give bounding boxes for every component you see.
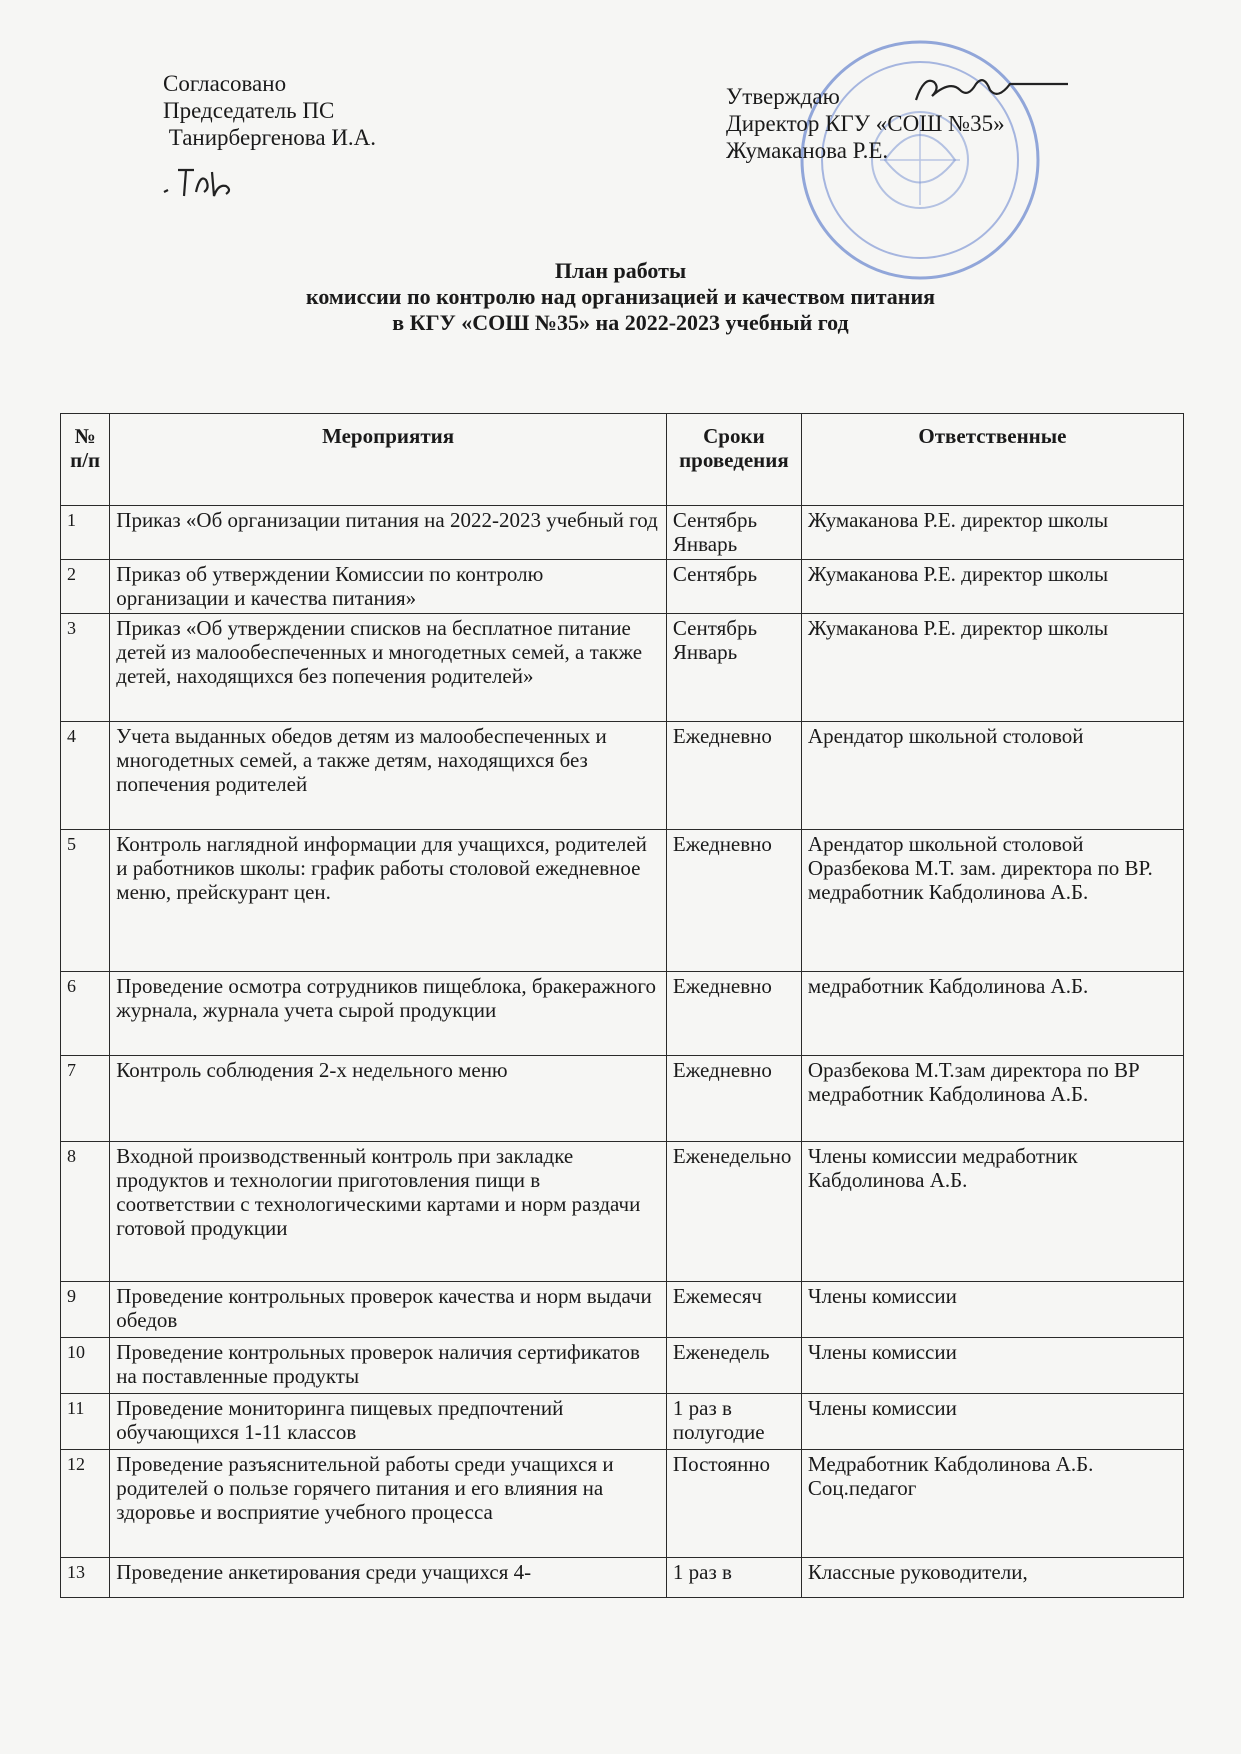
- row-responsible: Члены комиссии: [801, 1394, 1183, 1450]
- row-responsible: Арендатор школьной столовой: [801, 722, 1183, 830]
- table-row: [61, 1558, 1184, 1598]
- table-row: [61, 1142, 1184, 1282]
- row-term: Еженедельно: [666, 1142, 801, 1282]
- row-responsible: медработник Кабдолинова А.Б.: [801, 972, 1183, 1056]
- row-event: Контроль наглядной информации для учащихся, родителей и работников школы: график работы столовой ежедневное меню, прейскурант цен.: [110, 830, 667, 972]
- row-num: 3: [61, 614, 110, 722]
- row-term: Сентябрь Январь: [666, 506, 801, 560]
- row-event: Входной производственный контроль при закладке продуктов и технологии приготовления пищи в соответствии с технологическими картами и норм раздачи готовой продукции: [110, 1142, 667, 1282]
- approval-left-block: [163, 70, 376, 151]
- row-responsible: Члены комиссии медработник Кабдолинова А.Б.: [801, 1142, 1183, 1282]
- row-num: 2: [61, 560, 110, 614]
- document-title: [0, 258, 1241, 336]
- row-num: 1: [61, 506, 110, 560]
- row-event: Проведение мониторинга пищевых предпочтений обучающихся 1-11 классов: [110, 1394, 667, 1450]
- row-event: Проведение анкетирования среди учащихся 4-: [110, 1558, 667, 1598]
- approval-right-line2: Директор КГУ «СОШ №35»: [726, 111, 1005, 136]
- row-responsible: Жумаканова Р.Е. директор школы: [801, 614, 1183, 722]
- table-row: [61, 830, 1184, 972]
- row-num: 4: [61, 722, 110, 830]
- title-line2: комиссии по контролю над организацией и качеством питания: [305, 284, 936, 309]
- table-row: [61, 972, 1184, 1056]
- table-header-row: [61, 414, 1184, 506]
- table-row: [61, 1338, 1184, 1394]
- row-term: Ежедневно: [666, 1056, 801, 1142]
- row-num: 8: [61, 1142, 110, 1282]
- row-event: Проведение осмотра сотрудников пищеблока, бракеражного журнала, журнала учета сырой продукции: [110, 972, 667, 1056]
- row-responsible: Жумаканова Р.Е. директор школы: [801, 506, 1183, 560]
- table-row: [61, 560, 1184, 614]
- table-row: [61, 506, 1184, 560]
- row-term: Сентябрь: [666, 560, 801, 614]
- row-responsible: Члены комиссии: [801, 1338, 1183, 1394]
- row-num: 12: [61, 1450, 110, 1558]
- title-line1: План работы: [554, 258, 687, 283]
- header-num: № п/п: [61, 414, 110, 506]
- row-event: Проведение разъяснительной работы среди учащихся и родителей о пользе горячего питания и его влияния на здоровье и восприятие учебного процесса: [110, 1450, 667, 1558]
- row-event: Проведение контрольных проверок наличия сертификатов на поставленные продукты: [110, 1338, 667, 1394]
- row-event: Учета выданных обедов детям из малообеспеченных и многодетных семей, а также детям, находящихся без попечения родителей: [110, 722, 667, 830]
- row-event: Проведение контрольных проверок качества и норм выдачи обедов: [110, 1282, 667, 1338]
- row-num: 13: [61, 1558, 110, 1598]
- row-term: Ежедневно: [666, 722, 801, 830]
- signature-right: [910, 70, 1070, 110]
- header-term: Сроки проведения: [666, 414, 801, 506]
- approval-left-line3: Танирбергенова И.А.: [163, 125, 377, 150]
- row-term: Еженедель: [666, 1338, 801, 1394]
- row-term: 1 раз в полугодие: [666, 1394, 801, 1450]
- table-row: [61, 1450, 1184, 1558]
- header-events: Мероприятия: [110, 414, 667, 506]
- row-term: 1 раз в: [666, 1558, 801, 1598]
- row-event: Приказ «Об утверждении списков на бесплатное питание детей из малообеспеченных и многодетных семей, а также детей, находящихся без попечения родителей»: [110, 614, 667, 722]
- row-responsible: Медработник Кабдолинова А.Б. Соц.педагог: [801, 1450, 1183, 1558]
- table-row: [61, 1056, 1184, 1142]
- row-event: Контроль соблюдения 2-х недельного меню: [110, 1056, 667, 1142]
- row-num: 5: [61, 830, 110, 972]
- table-row: [61, 614, 1184, 722]
- row-term: Сентябрь Январь: [666, 614, 801, 722]
- row-responsible: Жумаканова Р.Е. директор школы: [801, 560, 1183, 614]
- row-event: Приказ об утверждении Комиссии по контролю организации и качества питания»: [110, 560, 667, 614]
- row-responsible: Арендатор школьной столовой Оразбекова М.Т. зам. директора по ВР. медработник Кабдолинова А.Б.: [801, 830, 1183, 972]
- row-term: Ежемесяч: [666, 1282, 801, 1338]
- row-num: 7: [61, 1056, 110, 1142]
- approval-left-line1: Согласовано: [163, 71, 287, 96]
- row-term: Постоянно: [666, 1450, 801, 1558]
- table-row: [61, 1394, 1184, 1450]
- row-term: Ежедневно: [666, 830, 801, 972]
- row-num: 9: [61, 1282, 110, 1338]
- approval-right-line3: Жумаканова Р.Е.: [726, 138, 889, 163]
- signature-left: [160, 162, 250, 202]
- row-responsible: Члены комиссии: [801, 1282, 1183, 1338]
- approval-left-line2: Председатель ПС: [163, 98, 335, 123]
- plan-table: [60, 413, 1184, 1598]
- row-term: Ежедневно: [666, 972, 801, 1056]
- row-num: 11: [61, 1394, 110, 1450]
- row-responsible: Классные руководители,: [801, 1558, 1183, 1598]
- row-responsible: Оразбекова М.Т.зам директора по ВР медработник Кабдолинова А.Б.: [801, 1056, 1183, 1142]
- row-num: 6: [61, 972, 110, 1056]
- approval-right-line1: Утверждаю: [726, 84, 840, 109]
- row-num: 10: [61, 1338, 110, 1394]
- title-line3: в КГУ «СОШ №35» на 2022-2023 учебный год: [392, 310, 849, 335]
- table-row: [61, 722, 1184, 830]
- table-row: [61, 1282, 1184, 1338]
- header-responsible: Ответственные: [801, 414, 1183, 506]
- row-event: Приказ «Об организации питания на 2022-2023 учебный год: [110, 506, 667, 560]
